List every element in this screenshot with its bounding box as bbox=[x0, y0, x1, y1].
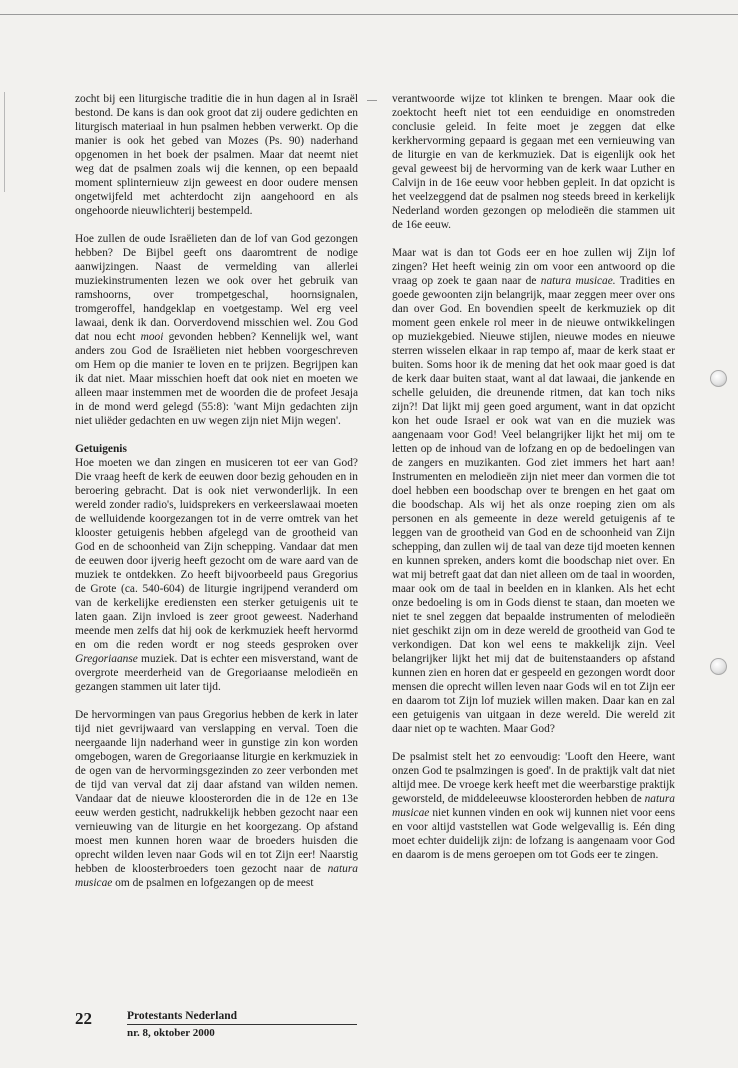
footer-rule bbox=[127, 1024, 357, 1025]
emphasis: mooi bbox=[140, 331, 164, 343]
issue-line: nr. 8, oktober 2000 bbox=[127, 1027, 215, 1039]
paragraph-text: verantwoorde wijze tot klinken te brengen. Maar ook die zoektocht heeft niet tot een eenduidige en onomstreden conclusie geleid. In feite moet je zeggen dat elke kerkhervorming gepaard is gegaan met een vernieuwing van de liturgie en van de kerkmuziek. Dat is eigenlijk ook het geval geweest bij de hervorming van de kerk waar Luther en Calvijn in de 16e eeuw voor hebben gepleit. In dat opzicht is het veelzeggend dat de psalmen nog steeds breed in kerkelijk Nederland worden gezongen op melodieën die stammen uit de 16e eeuw. bbox=[392, 93, 675, 231]
emphasis: natura musicae. bbox=[540, 275, 616, 287]
paragraph-text: Hoe moeten we dan zingen en musiceren tot eer van God? Die vraag heeft de kerk de eeuwen door bezig gehouden en in beroering gebracht. Dat is ook niet verwonderlijk. In een wereld zonder radio's, luidsprekers en verkeerslawaai moeten de welluidende koorgezangen tot in de verre omtrek van het klooster getuigenis hebben afgelegd van de grootheid van God en de schoonheid van Zijn schepping. Vandaar dat men de eeuwen door ijverig heeft gezocht om de ware aard van de muziek te ontdekken. Zo heeft bijvoorbeeld paus Gregorius de Grote (ca. 540-604) de liturgie ingrijpend veranderd om van de kerkelijke erediensten een sterker getuigenis uit te laten gaan. Zijn invloed is zeer groot geweest. Naderhand meende men zelfs dat hij ook de kerkmuziek heeft hervormd en om die reden wordt er nog steeds gesproken over bbox=[75, 457, 358, 651]
emphasis: Gregoriaanse bbox=[75, 653, 138, 665]
column-mark bbox=[367, 100, 377, 101]
emphasis: natura musicae bbox=[75, 863, 358, 889]
section-heading: Getuigenis bbox=[75, 443, 127, 455]
paragraph bbox=[75, 92, 358, 218]
emphasis: natura musicae bbox=[392, 793, 675, 819]
paragraph-text: De psalmist stelt het zo eenvoudig: 'Looft den Heere, want onzen God te psalmzingen is goed'. In de praktijk valt dat niet altijd mee. De vroege kerk heeft met die weerbarstige praktijk geworsteld, de middeleeuwse kloosterorden hebben de bbox=[392, 751, 675, 805]
left-column bbox=[75, 92, 358, 890]
paragraph bbox=[392, 750, 675, 862]
binder-hole bbox=[710, 370, 727, 387]
top-rule bbox=[0, 14, 738, 15]
paragraph bbox=[75, 708, 358, 890]
paragraph-text: niet kunnen vinden en ook wij kunnen niet voor eens en voor altijd vaststellen wat Gode welgevallig is. Eén ding moet echter duidelijk zijn: de lofzang is aangenaam voor God en daarom is de mens geroepen om tot Gods eer te zingen. bbox=[392, 807, 675, 861]
paragraph-text: zocht bij een liturgische traditie die in hun dagen al in Israël bestond. De kans is dan ook groot dat zij oudere gedichten en liturgisch materiaal in hun psalmen hebben verwerkt. Op die manier is ook het gebed van Mozes (Ps. 90) naderhand opgenomen in het boek der psalmen. Maar dat neemt niet weg dat de psalmen zoals wij die kennen, op een bepaald moment splinternieuw zijn geweest en door oudere mensen ongetwijfeld met achterdocht zijn aangehoord en als ongehoorde nieuwlichterij bestempeld. bbox=[75, 93, 358, 217]
paragraph-text: De hervormingen van paus Gregorius hebben de kerk in later tijd niet gevrijwaard van verslapping en verval. Toen die neergaande lijn naderhand weer in gunstige zin kon worden omgebogen, waren de Gregoriaanse liturgie en kerkmuziek in de ogen van de hervormingsgezinden zo zeer verbonden met de tijd van verval dat zij daar afstand van wilden nemen. Vandaar dat de nieuwe kloosterorden die in de 12e en 13e eeuw werden gesticht, nadrukkelijk hebben gezocht naar een vernieuwing van de liturgie en het koorgezang. Op afstand moest men kunnen horen waar de broeders huisden die oprecht wilden leven naar Gods wil en tot Zijn eer! Naarstig hebben de kloosterbroeders toen gezocht naar de bbox=[75, 709, 358, 875]
page-number: 22 bbox=[75, 1009, 92, 1028]
publication-title: Protestants Nederland bbox=[127, 1010, 237, 1022]
paragraph bbox=[392, 246, 675, 736]
publication-info bbox=[127, 1010, 357, 1040]
paragraph bbox=[75, 232, 358, 428]
margin-rule bbox=[4, 92, 5, 192]
paragraph-text: om de psalmen en lofgezangen op de meest bbox=[112, 877, 314, 889]
paragraph-text: gevonden hebben? Kennelijk wel, want anders zou God de Israëlieten niet hebben voorgeschreven om Hem op die manier te loven en te prijzen. Begrijpen kan ik dat niet. Maar misschien hoeft dat ook niet en moeten we alleen maar instemmen met de woorden die de profeet Jesaja in de mond werd gelegd (55:8): 'want Mijn gedachten zijn niet uliëder gedachten en uw wegen zijn niet Mijn wegen'. bbox=[75, 331, 358, 427]
right-column bbox=[392, 92, 675, 862]
paragraph bbox=[392, 92, 675, 232]
binder-hole bbox=[710, 658, 727, 675]
paragraph-text: Tradities en goede gewoonten zijn belangrijk, maar zeggen meer over ons dan over God. En bovendien speelt de kerkmuziek op dit moment geen enkele rol meer in de nieuwe ontwikkelingen op muziekgebied. Nieuwe stijlen, nieuwe modes en nieuwe sterren wisselen elkaar in rap tempo af, maar de kerk staat er buiten. Soms hoor ik de mening dat het ook maar goed is dat de kerk daar buiten staat, want al dat lawaai, die jankende en schelle geluiden, die dreunende ritmen, dat kan toch niks zijn?! Dat lijkt mij geen goed argument, want in dat opzicht kon het oude Israel er ook wat van en die muziek was aangenaam voor God! Veel belangrijker lijkt het mij om te letten op de inhoud van de lofzang en op de bedoelingen van de zangers en muzikanten. God ziet immers het hart aan! Instrumenten en melodieën zijn niet meer dan vormen die tot doel hebben een boodschap over te brengen en het gaat om die boodschap. Als wij het als onze roeping zien om als personen en als gemeente in deze wereld getuigenis af te leggen van de grootheid van God en de schoonheid van Zijn schepping, dan zullen wij de taal van deze tijd moeten kennen en kunnen spreken, anders komt die boodschap niet over. En wat mij betreft gaat dat dan niet alleen om de taal in woorden, maar ook om de taal in beelden en in klanken. Als het echt onze bedoeling is om in Gods dienst te staan, dan moeten we niet te snel zeggen dat bepaalde instrumenten of melodieën niet geschikt zijn om in deze wereld de grootheid van God te verkondigen. Dat kon wel eens te makkelijk zijn. Veel belangrijker lijkt het mij dat de buitenstaanders op afstand kunnen zien en horen dat er gespeeld en gezongen wordt door mensen die oprecht willen leven naar Gods wil en tot Zijn eer en daarom tot Zijn lof muziek willen maken. Daar kan en zal een getuigenis van uitgaan in deze wereld. Die wereld zit daar niet op te wachten. Maar God? bbox=[392, 275, 675, 735]
paragraph-text: Hoe zullen de oude Israëlieten dan de lof van God gezongen hebben? De Bijbel geeft ons daaromtrent de nodige aanwijzingen. Naast de vermelding van allerlei muziekinstrumenten lezen we ook over het gebruik van ramshoorns, over trompetgeschal, hoornsignalen, tromgeroffel, handgeklap en voetgestamp. Wel erg veel lawaai, denk ik dan. Oorverdovend misschien wel. Zou God dat nou echt bbox=[75, 233, 358, 343]
paragraph-text: Maar wat is dan tot Gods eer en hoe zullen wij Zijn lof zingen? Het heeft weinig zin om voor een antwoord op die vraag op zoek te gaan naar de bbox=[392, 247, 675, 287]
paragraph bbox=[75, 456, 358, 694]
paragraph-text: muziek. Dat is echter een misverstand, want de overgrote meerderheid van de Gregoriaanse melodieën en gezangen stammen uit later tijd. bbox=[75, 653, 358, 693]
